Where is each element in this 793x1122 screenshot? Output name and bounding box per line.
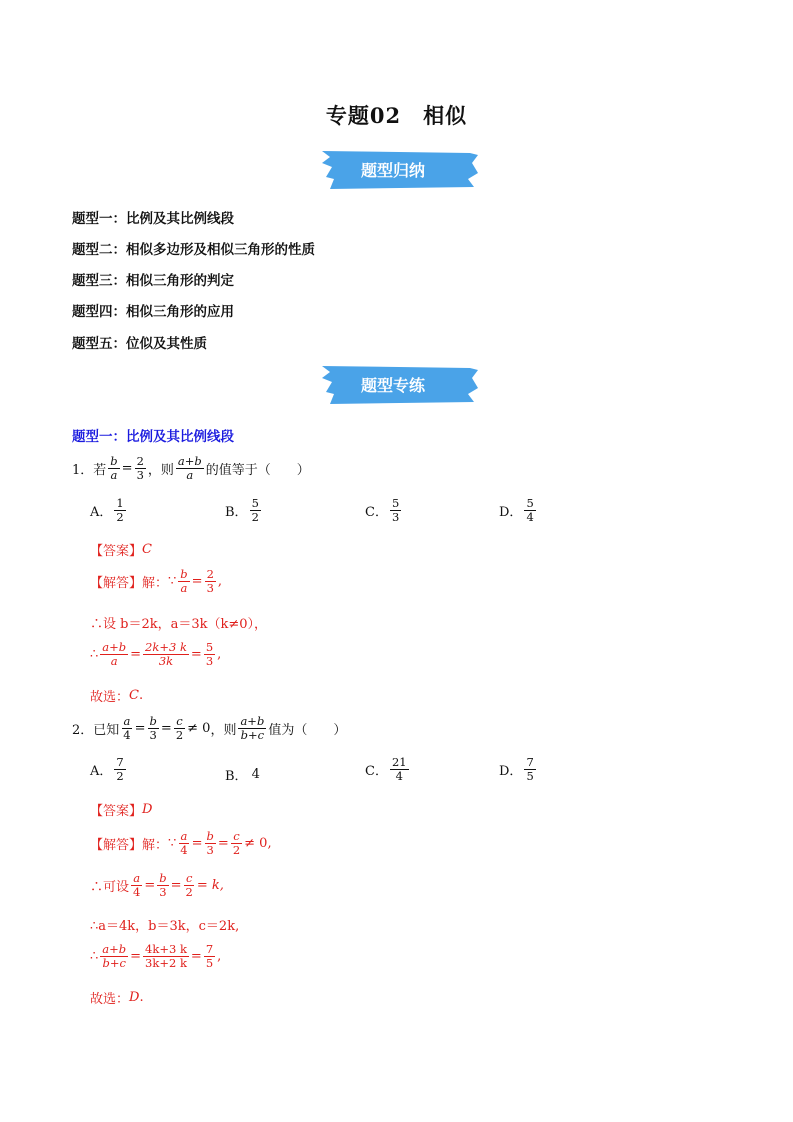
solution-line-2: ∴可设 $\frac{a}{4}$ = $\frac{b}{3}$ = $\frac{c}{2}$ = k, [90,871,224,899]
question-2: 2． 已知 $\frac{a}{4}$ = $\frac{b}{3}$ = $\frac{c}{2}$ ≠ 0 ，则 $\frac{a+b}{b+c}$ 值为（ ） [72,714,347,742]
type-item-2: 题型二：相似多边形及相似三角形的性质 [72,242,315,258]
answer-line [90,800,152,819]
question-text: ，则 [147,463,174,478]
solution-line-4: 故选： C . [90,688,144,705]
option-d[interactable]: D． $\frac{5}{4}$ [499,496,534,524]
answer-label: 【答案】 [90,544,143,559]
section-banner-practice [318,364,478,406]
answer-value: C [142,542,152,557]
option-c[interactable]: C． $\frac{5}{3}$ [365,496,400,524]
option-a[interactable]: A． $\frac{7}{2}$ [90,755,124,783]
question-text: 若 [93,463,107,478]
type-item-4: 题型四：相似三角形的应用 [72,304,234,320]
option-d[interactable]: D． $\frac{7}{5}$ [499,755,534,783]
type-item-1: 题型一：比例及其比例线段 [72,211,234,227]
option-b[interactable]: B． $\frac{5}{2}$ [225,496,259,524]
type-item-5: 题型五：位似及其性质 [72,336,207,352]
question-number: 2． [72,723,94,738]
answer-value: D [142,802,153,817]
equals-sign: = [121,461,133,476]
solution-line-1: 【解答】解： ∵ $\frac{b}{a}$ = $\frac{2}{3}$ , [90,567,223,595]
answer-line [90,540,152,559]
question-1 [72,455,310,482]
solution-line-5: 故选： D . [90,990,144,1007]
solution-line-1: 【解答】解： ∵ $\frac{a}{4}$ = $\frac{b}{3}$ = $\frac{c}{2}$ ≠ 0 , [90,829,272,857]
question-number: 1． [72,463,94,478]
page-title: 专题02 相似 [325,103,468,128]
solution-line-4: ∴ $\frac{a+b}{b+c}$ = $\frac{4k+3 k}{3k+2 k}$ = $\frac{7}{5}$ , [90,942,222,970]
option-a[interactable]: A． $\frac{1}{2}$ [90,496,124,524]
fraction: $\frac{2}{3}$ [136,454,144,482]
question-text: 的值等于（ ） [205,463,310,478]
banner-label: 题型专练 [360,376,425,395]
option-c[interactable]: C． $\frac{21}{4}$ [365,755,407,783]
type-item-3: 题型三：相似三角形的判定 [72,273,234,289]
question-text: 已知 [93,723,120,738]
fraction: $\frac{a+b}{a}$ [177,454,202,482]
banner-label: 题型归纳 [360,161,425,180]
option-b[interactable]: B． 4 [225,767,260,784]
solution-line-3: ∴a＝4k，b＝3k，c＝2k, [90,919,240,934]
fraction: $\frac{b}{a}$ [110,454,118,482]
section-heading: 题型一：比例及其比例线段 [72,429,234,445]
section-banner-summary [318,149,478,191]
solution-line-2: ∴设 b＝2k，a＝3k（k≠0）， [90,617,268,632]
answer-label: 【答案】 [90,804,143,819]
solution-line-3: ∴ $\frac{a+b}{a}$ = $\frac{2k+3 k}{3k}$ = $\frac{5}{3}$ , [90,640,222,668]
